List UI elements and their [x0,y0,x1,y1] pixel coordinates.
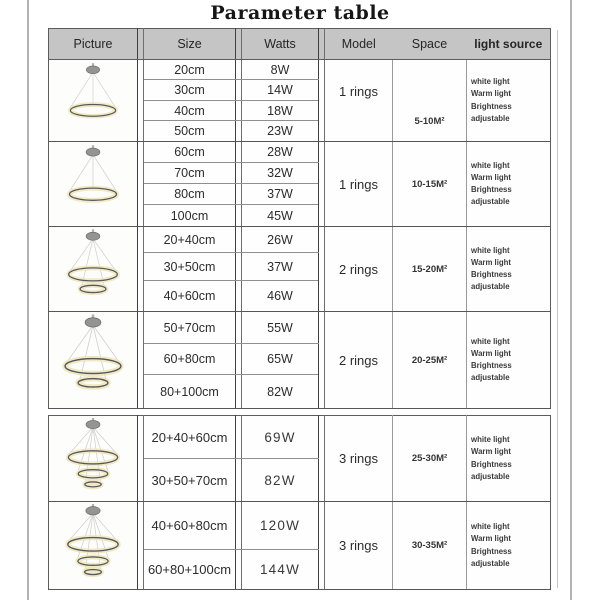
light-source-cell [467,142,551,227]
picture-cell [49,416,138,502]
watts-cell [242,101,319,121]
size-cell [144,227,236,253]
light-source-line: white light [471,336,510,346]
size-value: 80+100cm [160,384,219,399]
size-value: 100cm [170,208,209,223]
table-row [49,60,551,80]
scan-edge-line-right [570,0,572,600]
size-value: 70cm [174,166,205,180]
column-header-picture: Picture [49,29,138,60]
table-row [49,416,551,459]
model-value: 1 rings [338,176,379,192]
watts-cell [242,344,319,375]
size-cell [144,60,236,80]
column-header-space: Space [393,29,467,60]
watts-value: 26W [267,232,293,247]
picture-cell [49,227,138,312]
watts-cell [242,459,319,502]
model-value: 2 rings [338,352,379,368]
size-cell [144,550,236,590]
header-row [49,29,551,60]
pendant-lamp-1-ring-image [50,62,136,140]
watts-cell [242,205,319,227]
table-row [49,142,551,163]
size-cell [144,142,236,163]
light-source-cell [467,60,551,142]
size-value: 60cm [174,145,205,159]
watts-value: 55W [267,320,293,335]
column-header-size: Size [144,29,236,60]
size-cell [144,184,236,205]
light-source-line: white light [471,435,510,445]
space-cell [393,60,467,142]
size-value: 50cm [174,124,205,138]
picture-cell [49,312,138,409]
size-cell [144,281,236,312]
model-cell [325,227,393,312]
size-cell [144,416,236,459]
watts-cell [242,163,319,184]
light-source-line: Brightness adjustable [471,546,512,568]
space-value: 5-10M² [414,116,445,127]
watts-value: 37W [267,187,293,201]
pendant-lamp-3-ring-image [50,504,136,588]
watts-value: 28W [267,145,293,159]
light-source-line: Warm light [471,172,511,182]
size-value: 30+50+70cm [151,472,228,488]
size-cell [144,80,236,101]
parameter-table-lower [48,415,551,590]
watts-value: 144W [259,562,301,577]
size-value: 20+40cm [163,232,216,247]
light-source-line: Brightness adjustable [471,270,512,292]
picture-cell [49,142,138,227]
table-row [49,502,551,550]
watts-cell [242,253,319,281]
watts-cell [242,184,319,205]
watts-value: 37W [267,259,293,274]
size-value: 80cm [174,187,205,201]
watts-cell [242,142,319,163]
size-value: 50+70cm [163,320,216,335]
light-source-cell [467,502,551,590]
lower-table-wrap [48,415,551,590]
watts-value: 65W [267,352,293,366]
light-source-line: Warm light [471,348,511,358]
model-value: 3 rings [338,538,379,553]
watts-value: 32W [267,166,293,180]
light-source-line: white light [471,522,510,532]
watts-value: 82W [264,472,296,488]
size-cell [144,375,236,409]
watts-cell [242,121,319,142]
watts-cell [242,281,319,312]
light-source-line: Warm light [471,534,511,544]
space-cell [393,142,467,227]
model-cell [325,416,393,502]
watts-value: 18W [267,103,293,118]
table-row [49,227,551,253]
light-source-line: white light [471,245,510,255]
table-row [49,312,551,344]
watts-cell [242,502,319,550]
light-source-line: Warm light [471,257,511,267]
size-cell [144,502,236,550]
space-cell [393,312,467,409]
space-value: 30-35M² [411,540,448,551]
size-cell [144,121,236,142]
size-cell [144,253,236,281]
scan-edge-line-left [27,0,29,600]
size-cell [144,312,236,344]
watts-cell [242,227,319,253]
upper-table-wrap [48,28,551,409]
size-value: 60+80+100cm [147,562,232,577]
light-source-line: Brightness adjustable [471,361,512,383]
watts-cell [242,60,319,80]
size-value: 40+60cm [163,289,216,303]
column-header-model: Model [325,29,393,60]
light-source-line: white light [471,77,510,87]
table-shadow-line [557,30,558,588]
watts-cell [242,550,319,590]
size-value: 20cm [174,62,205,77]
model-cell [325,502,393,590]
watts-cell [242,375,319,409]
page-title: Parameter table [210,2,390,24]
parameter-table-upper [48,28,551,409]
size-value: 30+50cm [163,259,216,274]
space-value: 10-15M² [411,178,448,190]
size-cell [144,205,236,227]
space-cell [393,502,467,590]
size-cell [144,163,236,184]
size-value: 60+80cm [163,352,216,366]
watts-value: 14W [267,83,293,97]
space-cell [393,416,467,502]
watts-cell [242,312,319,344]
watts-value: 45W [267,208,293,223]
space-value: 20-25M² [411,354,448,366]
size-value: 40+60+80cm [151,518,228,533]
space-cell [393,227,467,312]
space-value: 15-20M² [411,263,448,275]
watts-value: 8W [270,62,290,77]
size-cell [144,459,236,502]
pendant-lamp-2-ring-image [50,229,136,310]
column-header-watts: Watts [242,29,319,60]
watts-value: 69W [264,429,296,445]
model-value: 1 rings [338,84,379,99]
light-source-cell [467,227,551,312]
watts-cell [242,416,319,459]
light-source-cell [467,312,551,409]
light-source-line: Brightness adjustable [471,185,512,207]
space-value: 25-30M² [411,453,448,464]
model-cell [325,60,393,142]
size-value: 30cm [174,83,205,97]
pendant-lamp-3-ring-image [50,418,136,500]
pendant-lamp-2-ring-image [50,314,136,407]
light-source-cell [467,416,551,502]
light-source-line: Warm light [471,89,511,99]
watts-value: 23W [267,124,293,138]
light-source-line: white light [471,160,510,170]
size-cell [144,344,236,375]
watts-value: 82W [267,384,293,399]
size-value: 40cm [174,103,205,118]
size-value: 20+40+60cm [151,429,228,445]
model-value: 2 rings [338,261,379,277]
pendant-lamp-1-ring-image [50,144,136,225]
picture-cell [49,502,138,590]
model-value: 3 rings [338,451,379,466]
watts-value: 120W [259,518,301,533]
watts-cell [242,80,319,101]
column-header-light-source: light source [467,29,551,60]
size-cell [144,101,236,121]
light-source-line: Brightness adjustable [471,101,512,123]
light-source-line: Brightness adjustable [471,459,512,481]
light-source-line: Warm light [471,447,511,457]
watts-value: 46W [267,289,293,303]
picture-cell [49,60,138,142]
model-cell [325,142,393,227]
model-cell [325,312,393,409]
